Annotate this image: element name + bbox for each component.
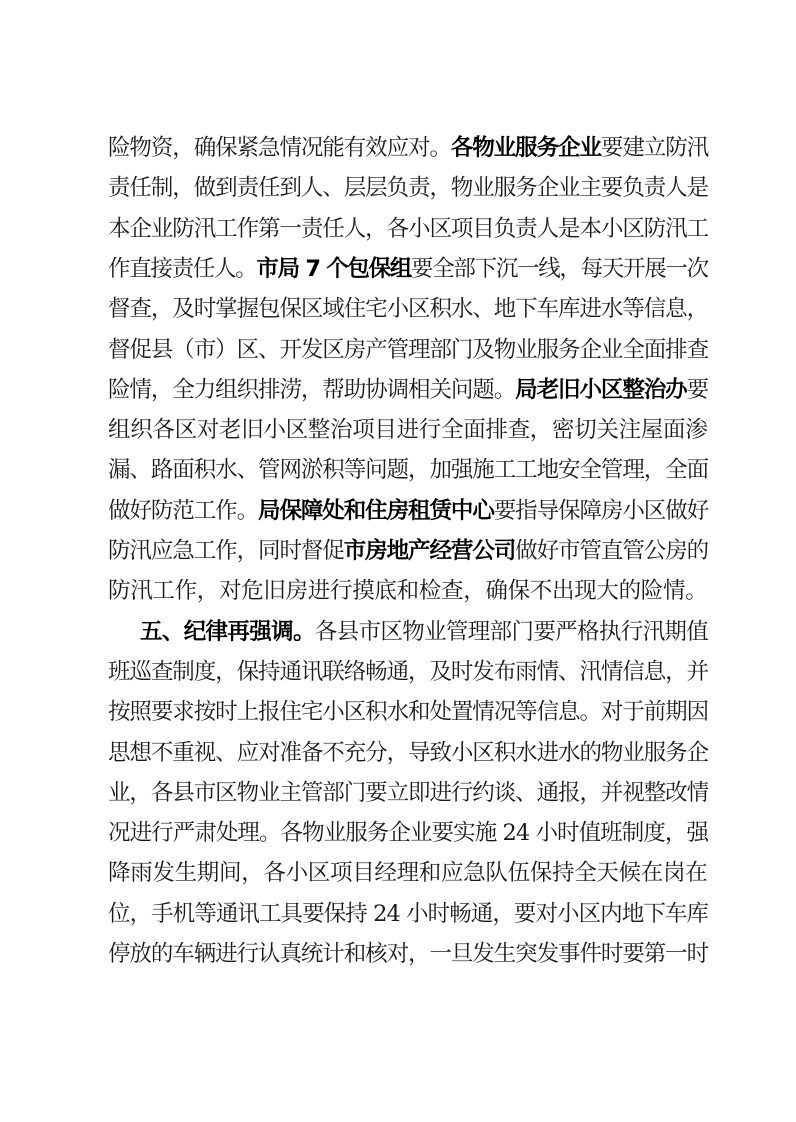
text-line xyxy=(108,410,708,450)
body-text: 业，各县市区物业主管部门要立即进行约谈、通报，并视整改情 xyxy=(108,779,709,806)
bold-heading-text: 局保障处和住房租赁中心 xyxy=(258,497,494,524)
text-line xyxy=(108,209,708,249)
body-text: 各县市区物业管理部门要严格执行汛期值 xyxy=(314,618,709,645)
body-text: 险情，全力组织排涝，帮助协调相关问题。 xyxy=(108,376,516,403)
body-text: 思想不重视、应对准备不充分，导致小区积水进水的物业服务企 xyxy=(108,739,709,766)
text-line xyxy=(108,733,708,773)
bold-heading-text: 市局 7 个包保组 xyxy=(256,255,412,282)
text-line xyxy=(108,894,708,934)
text-line xyxy=(108,934,708,974)
text-line xyxy=(108,813,708,853)
body-text: 按照要求按时上报住宅小区积水和处置情况等信息。对于前期因 xyxy=(108,699,709,726)
body-text: 班巡查制度，保持通讯联络畅通，及时发布雨情、汛情信息，并 xyxy=(108,658,709,685)
text-line xyxy=(140,612,708,652)
bold-heading-text: 各物业服务企业 xyxy=(450,135,601,161)
body-text: 防汛应急工作，同时督促 xyxy=(108,538,344,564)
body-text: 停放的车辆进行认真统计和核对，一旦发生突发事件时要第一时 xyxy=(108,941,709,967)
text-line xyxy=(108,491,708,531)
body-text: 位，手机等通讯工具要保持 24 小时畅通，要对小区内地下车库 xyxy=(108,900,709,927)
body-text: 作直接责任人。 xyxy=(108,255,257,282)
body-text: 要全部下沉一线，每天开展一次 xyxy=(411,255,708,282)
bold-heading-text: 局老旧小区整治办 xyxy=(515,376,687,403)
body-text: 做好市管直管公房的 xyxy=(515,538,709,564)
body-text: 组织各区对老旧小区整治项目进行全面排查，密切关注屋面渗 xyxy=(108,417,708,444)
body-text: 本企业防汛工作第一责任人，各小区项目负责人是本小区防汛工 xyxy=(108,215,709,242)
text-line xyxy=(108,370,708,410)
text-line xyxy=(108,773,708,813)
text-line xyxy=(108,128,708,168)
body-text: 要 xyxy=(686,376,709,403)
body-text: 降雨发生期间，各小区项目经理和应急队伍保持全天候在岗在 xyxy=(108,860,708,887)
body-text: 险物资，确保紧急情况能有效应对。 xyxy=(108,135,451,161)
body-text: 要指导保障房小区做好 xyxy=(493,497,709,524)
body-text: 漏、路面积水、管网淤积等问题，加强施工工地安全管理，全面 xyxy=(108,457,709,484)
body-text: 督查，及时掌握包保区域住宅小区积水、地下车库进水等信息， xyxy=(108,296,709,323)
text-line xyxy=(108,531,708,571)
text-line xyxy=(108,652,708,692)
bold-heading-text: 五、纪律再强调。 xyxy=(140,618,315,645)
text-line xyxy=(108,168,708,208)
text-line xyxy=(108,692,708,732)
body-text: 要建立防汛 xyxy=(600,135,709,161)
text-line xyxy=(108,330,708,370)
body-text: 责任制，做到责任到人、层层负责，物业服务企业主要负责人是 xyxy=(108,175,709,202)
body-text: 督促县（市）区、开发区房产管理部门及物业服务企业全面排查 xyxy=(108,336,709,363)
body-text: 防汛工作，对危旧房进行摸底和检查，确保不出现大的险情。 xyxy=(108,578,708,605)
text-line xyxy=(108,571,708,611)
body-text: 况进行严肃处理。各物业服务企业要实施 24 小时值班制度，强 xyxy=(108,820,709,847)
text-line xyxy=(108,249,708,289)
text-line xyxy=(108,450,708,490)
text-line xyxy=(108,289,708,329)
body-text: 做好防范工作。 xyxy=(108,497,259,524)
text-line xyxy=(108,853,708,893)
bold-heading-text: 市房地产经营公司 xyxy=(343,538,516,564)
